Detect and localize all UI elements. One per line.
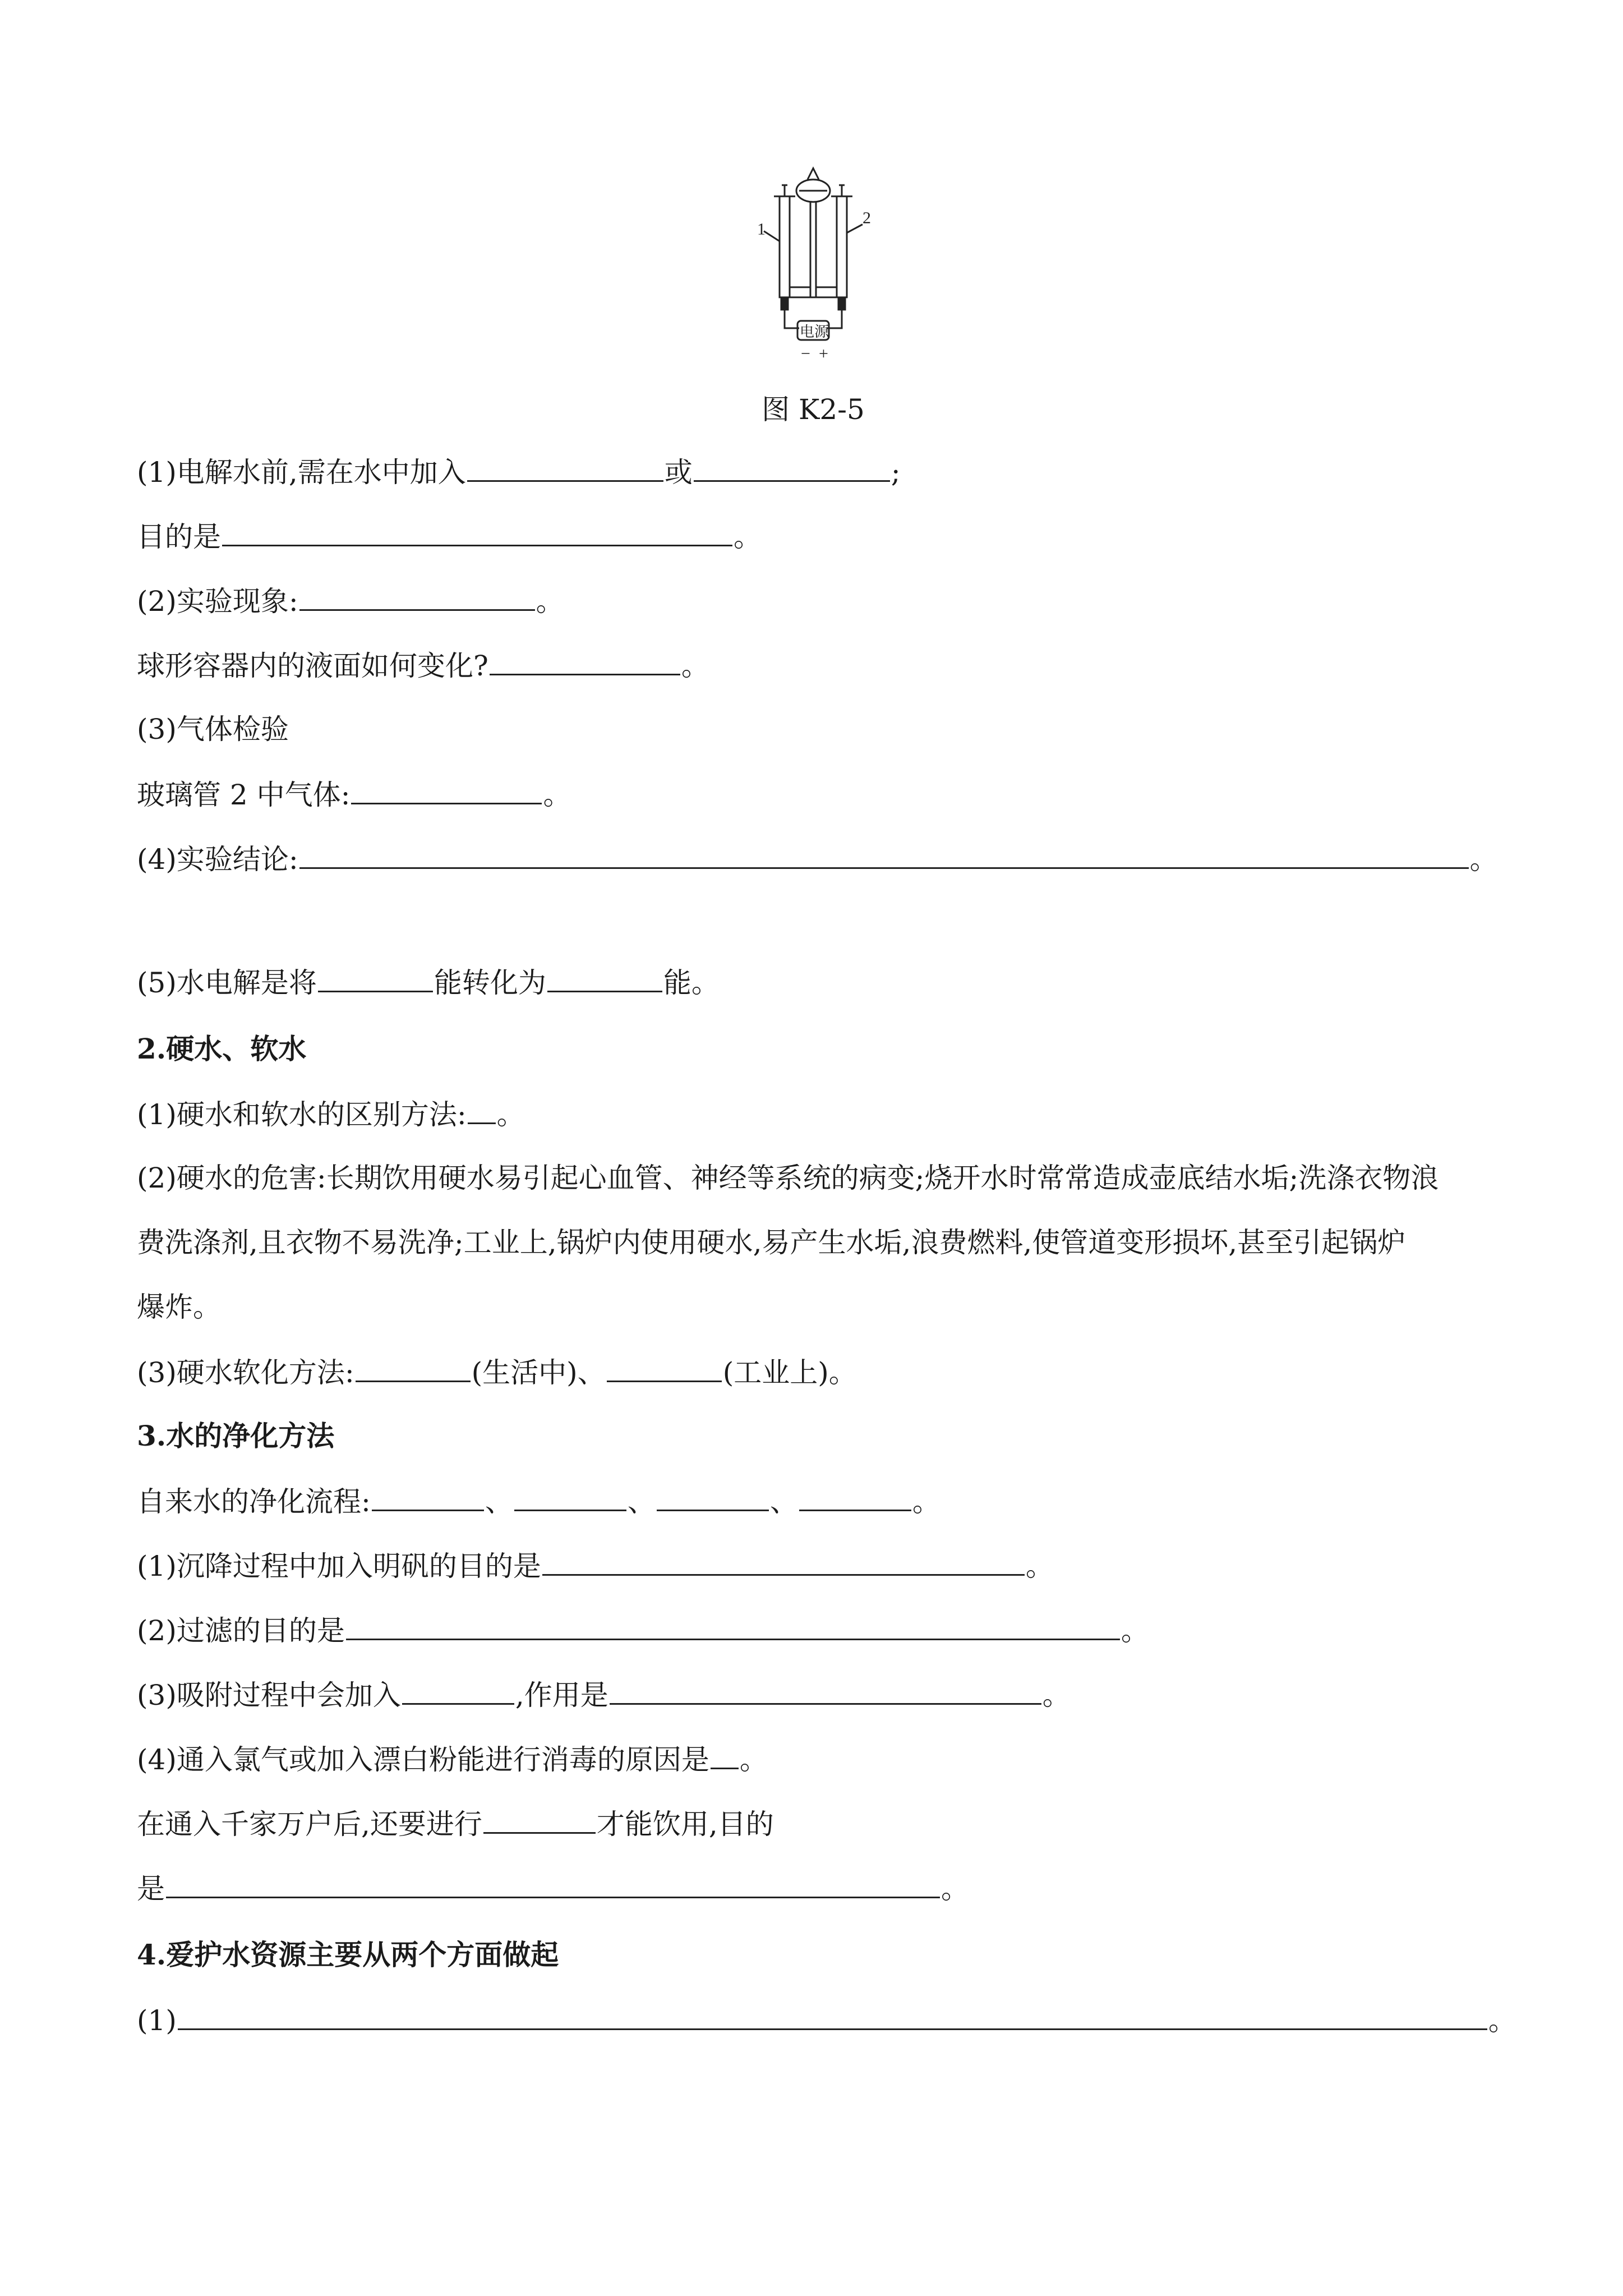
answer-blank[interactable] xyxy=(299,583,535,611)
filtration-purpose-line: (2)过滤的目的是 。 xyxy=(137,1613,1149,1648)
household-treatment-line: 在通入千家万户后,还要进行 才能饮用,目的 xyxy=(137,1806,774,1841)
question-4-line: (4)实验结论: 。 xyxy=(137,841,1498,876)
answer-blank[interactable] xyxy=(799,1484,911,1511)
tube-2-label: 2 xyxy=(863,209,871,227)
question-2-line: (2)实验现象: 。 xyxy=(137,583,564,618)
answer-blank[interactable] xyxy=(514,1484,626,1511)
protect-water-line: (1) 。 xyxy=(137,2003,1516,2037)
disinfection-line: (4)通入氯气或加入漂白粉能进行消毒的原因是 。 xyxy=(137,1742,768,1777)
answer-blank[interactable] xyxy=(467,454,663,482)
answer-blank[interactable] xyxy=(351,777,542,804)
adsorption-line: (3)吸附过程中会加入 ,作用是 。 xyxy=(137,1677,1071,1712)
electrolysis-apparatus-drawing xyxy=(746,163,880,370)
answer-blank[interactable] xyxy=(222,519,732,546)
section-2-heading: 2.硬水、软水 xyxy=(137,1032,307,1065)
answer-blank[interactable] xyxy=(657,1484,769,1511)
answer-blank[interactable] xyxy=(402,1677,514,1705)
alum-purpose-line: (1)沉降过程中加入明矾的目的是 。 xyxy=(137,1548,1054,1583)
figure-caption: 图 K2-5 xyxy=(762,393,865,426)
answer-blank[interactable] xyxy=(483,1806,596,1834)
question-5-line: (5)水电解是将 能转化为 能。 xyxy=(137,965,720,1000)
electrolysis-apparatus-figure xyxy=(746,163,880,370)
answer-blank[interactable] xyxy=(356,1355,471,1382)
section-3-heading: 3.水的净化方法 xyxy=(137,1419,335,1452)
answer-blank[interactable] xyxy=(372,1484,484,1511)
tube-1-label: 1 xyxy=(757,220,766,238)
hard-water-harm-line-3: 爆炸。 xyxy=(137,1291,221,1323)
household-purpose-line: 是 。 xyxy=(137,1871,969,1906)
answer-blank[interactable] xyxy=(610,1677,1041,1705)
hard-water-harm-line-2: 费洗涤剂,且衣物不易洗净;工业上,锅炉内使用硬水,易产生水垢,浪费燃料,使管道变形损坏,甚至引起锅炉 xyxy=(137,1226,1406,1259)
hard-soft-distinguish-line: (1)硬水和软水的区别方法: 。 xyxy=(137,1097,525,1131)
purpose-line: 目的是 。 xyxy=(137,519,762,554)
plus-terminal-label: + xyxy=(819,344,828,363)
tube-2-gas-line: 玻璃管 2 中气体: 。 xyxy=(137,777,571,812)
power-source-label: 电源 xyxy=(800,324,829,341)
answer-blank[interactable] xyxy=(178,2003,1487,2030)
answer-blank[interactable] xyxy=(711,1742,739,1769)
purification-process-line: 自来水的净化流程: 、 、 、 。 xyxy=(137,1484,940,1519)
hard-water-harm-line-1: (2)硬水的危害:长期饮用硬水易引起心血管、神经等系统的病变;烧开水时常常造成壶底结水垢;洗涤衣物浪 xyxy=(137,1162,1439,1194)
minus-terminal-label: − xyxy=(801,344,810,363)
question-1-line: (1)电解水前,需在水中加入 或 ; xyxy=(137,454,901,489)
answer-blank[interactable] xyxy=(468,1097,496,1124)
answer-blank[interactable] xyxy=(166,1871,940,1898)
liquid-level-line: 球形容器内的液面如何变化? 。 xyxy=(137,648,709,683)
section-4-heading: 4.爱护水资源主要从两个方面做起 xyxy=(137,1938,559,1971)
answer-blank[interactable] xyxy=(694,454,890,482)
answer-blank[interactable] xyxy=(607,1355,722,1382)
answer-blank[interactable] xyxy=(490,648,680,675)
answer-blank[interactable] xyxy=(299,841,1469,869)
answer-blank[interactable] xyxy=(547,965,662,992)
answer-blank[interactable] xyxy=(318,965,433,992)
softening-method-line: (3)硬水软化方法: (生活中)、 (工业上)。 xyxy=(137,1355,857,1389)
answer-blank[interactable] xyxy=(346,1613,1120,1640)
question-3-heading: (3)气体检验 xyxy=(137,713,289,746)
answer-blank[interactable] xyxy=(542,1548,1025,1576)
